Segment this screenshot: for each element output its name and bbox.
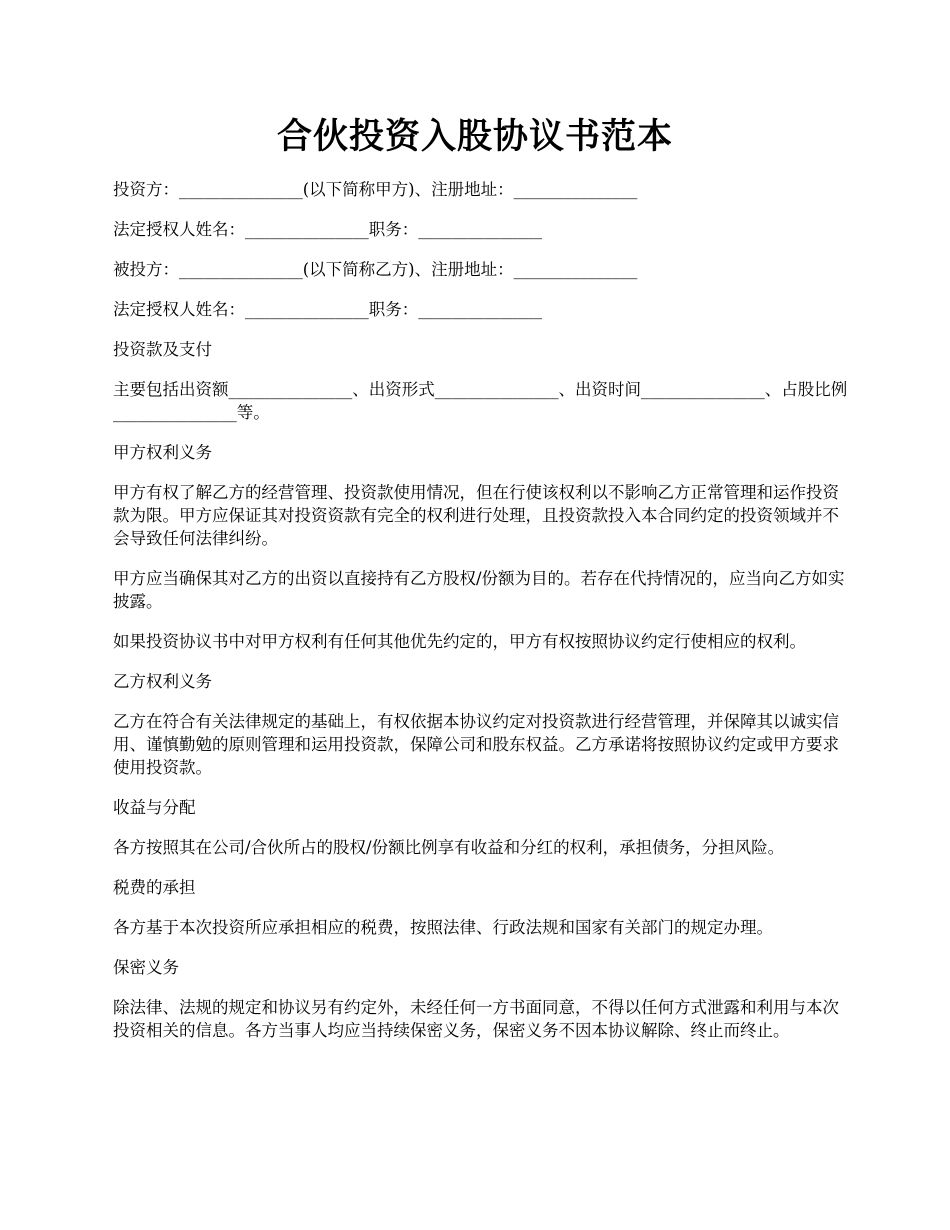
party-b-rights-paragraph: 乙方在符合有关法律规定的基础上，有权依据本协议约定对投资款进行经营管理，并保障其以诚实信用、谨慎勤勉的原则管理和运用投资款，保障公司和股东权益。乙方承诺将按照协议约定或甲方要求使用投资款。 bbox=[113, 712, 839, 777]
section-heading-party-b-rights: 乙方权利义务 bbox=[113, 672, 212, 691]
section-heading-investment-payment: 投资款及支付 bbox=[113, 340, 212, 359]
document-body bbox=[113, 178, 850, 1059]
section-heading-confidentiality: 保密义务 bbox=[113, 958, 179, 977]
document-title: 合伙投资入股协议书范本 bbox=[276, 116, 673, 157]
confidentiality-paragraph: 除法律、法规的规定和协议另有约定外，未经任何一方书面同意，不得以任何方式泄露和利用与本次投资相关的信息。各方当事人均应当持续保密义务，保密义务不因本协议解除、终止而终止。 bbox=[113, 998, 839, 1040]
party-a-rights-paragraph-1: 甲方有权了解乙方的经营管理、投资款使用情况，但在行使该权利以不影响乙方正常管理和运作投资款为限。甲方应保证其对投资资款有完全的权利进行处理，且投资款投入本合同约定的投资领域并不会导致任何法律纠纷。 bbox=[113, 483, 839, 548]
taxes-paragraph: 各方基于本次投资所应承担相应的税费，按照法律、行政法规和国家有关部门的规定办理。 bbox=[113, 918, 773, 937]
profit-distribution-paragraph: 各方按照其在公司/合伙所占的股权/份额比例享有收益和分红的权利，承担债务，分担风险。 bbox=[113, 838, 785, 857]
investor-info-line: 投资方：_______________(以下简称甲方)、注册地址：_______________ bbox=[113, 180, 638, 199]
party-a-rights-paragraph-3: 如果投资协议书中对甲方权利有任何其他优先约定的，甲方有权按照协议约定行使相应的权利。 bbox=[113, 632, 806, 651]
section-heading-party-a-rights: 甲方权利义务 bbox=[113, 443, 212, 462]
party-a-rights-paragraph-2: 甲方应当确保其对乙方的出资以直接持有乙方股权/份额为目的。若存在代持情况的，应当向乙方如实披露。 bbox=[113, 569, 845, 611]
section-heading-taxes: 税费的承担 bbox=[113, 878, 196, 897]
investee-info-line: 被投方：_______________(以下简称乙方)、注册地址：_______________ bbox=[113, 260, 638, 279]
investee-representative-line: 法定授权人姓名：_______________职务：_______________ bbox=[113, 300, 542, 319]
investment-details-paragraph: 主要包括出资额_______________、出资形式_______________、出资时间_______________、占股比例_______________等。 bbox=[113, 380, 848, 422]
investor-representative-line: 法定授权人姓名：_______________职务：_______________ bbox=[113, 220, 542, 239]
section-heading-profit-distribution: 收益与分配 bbox=[113, 798, 196, 817]
